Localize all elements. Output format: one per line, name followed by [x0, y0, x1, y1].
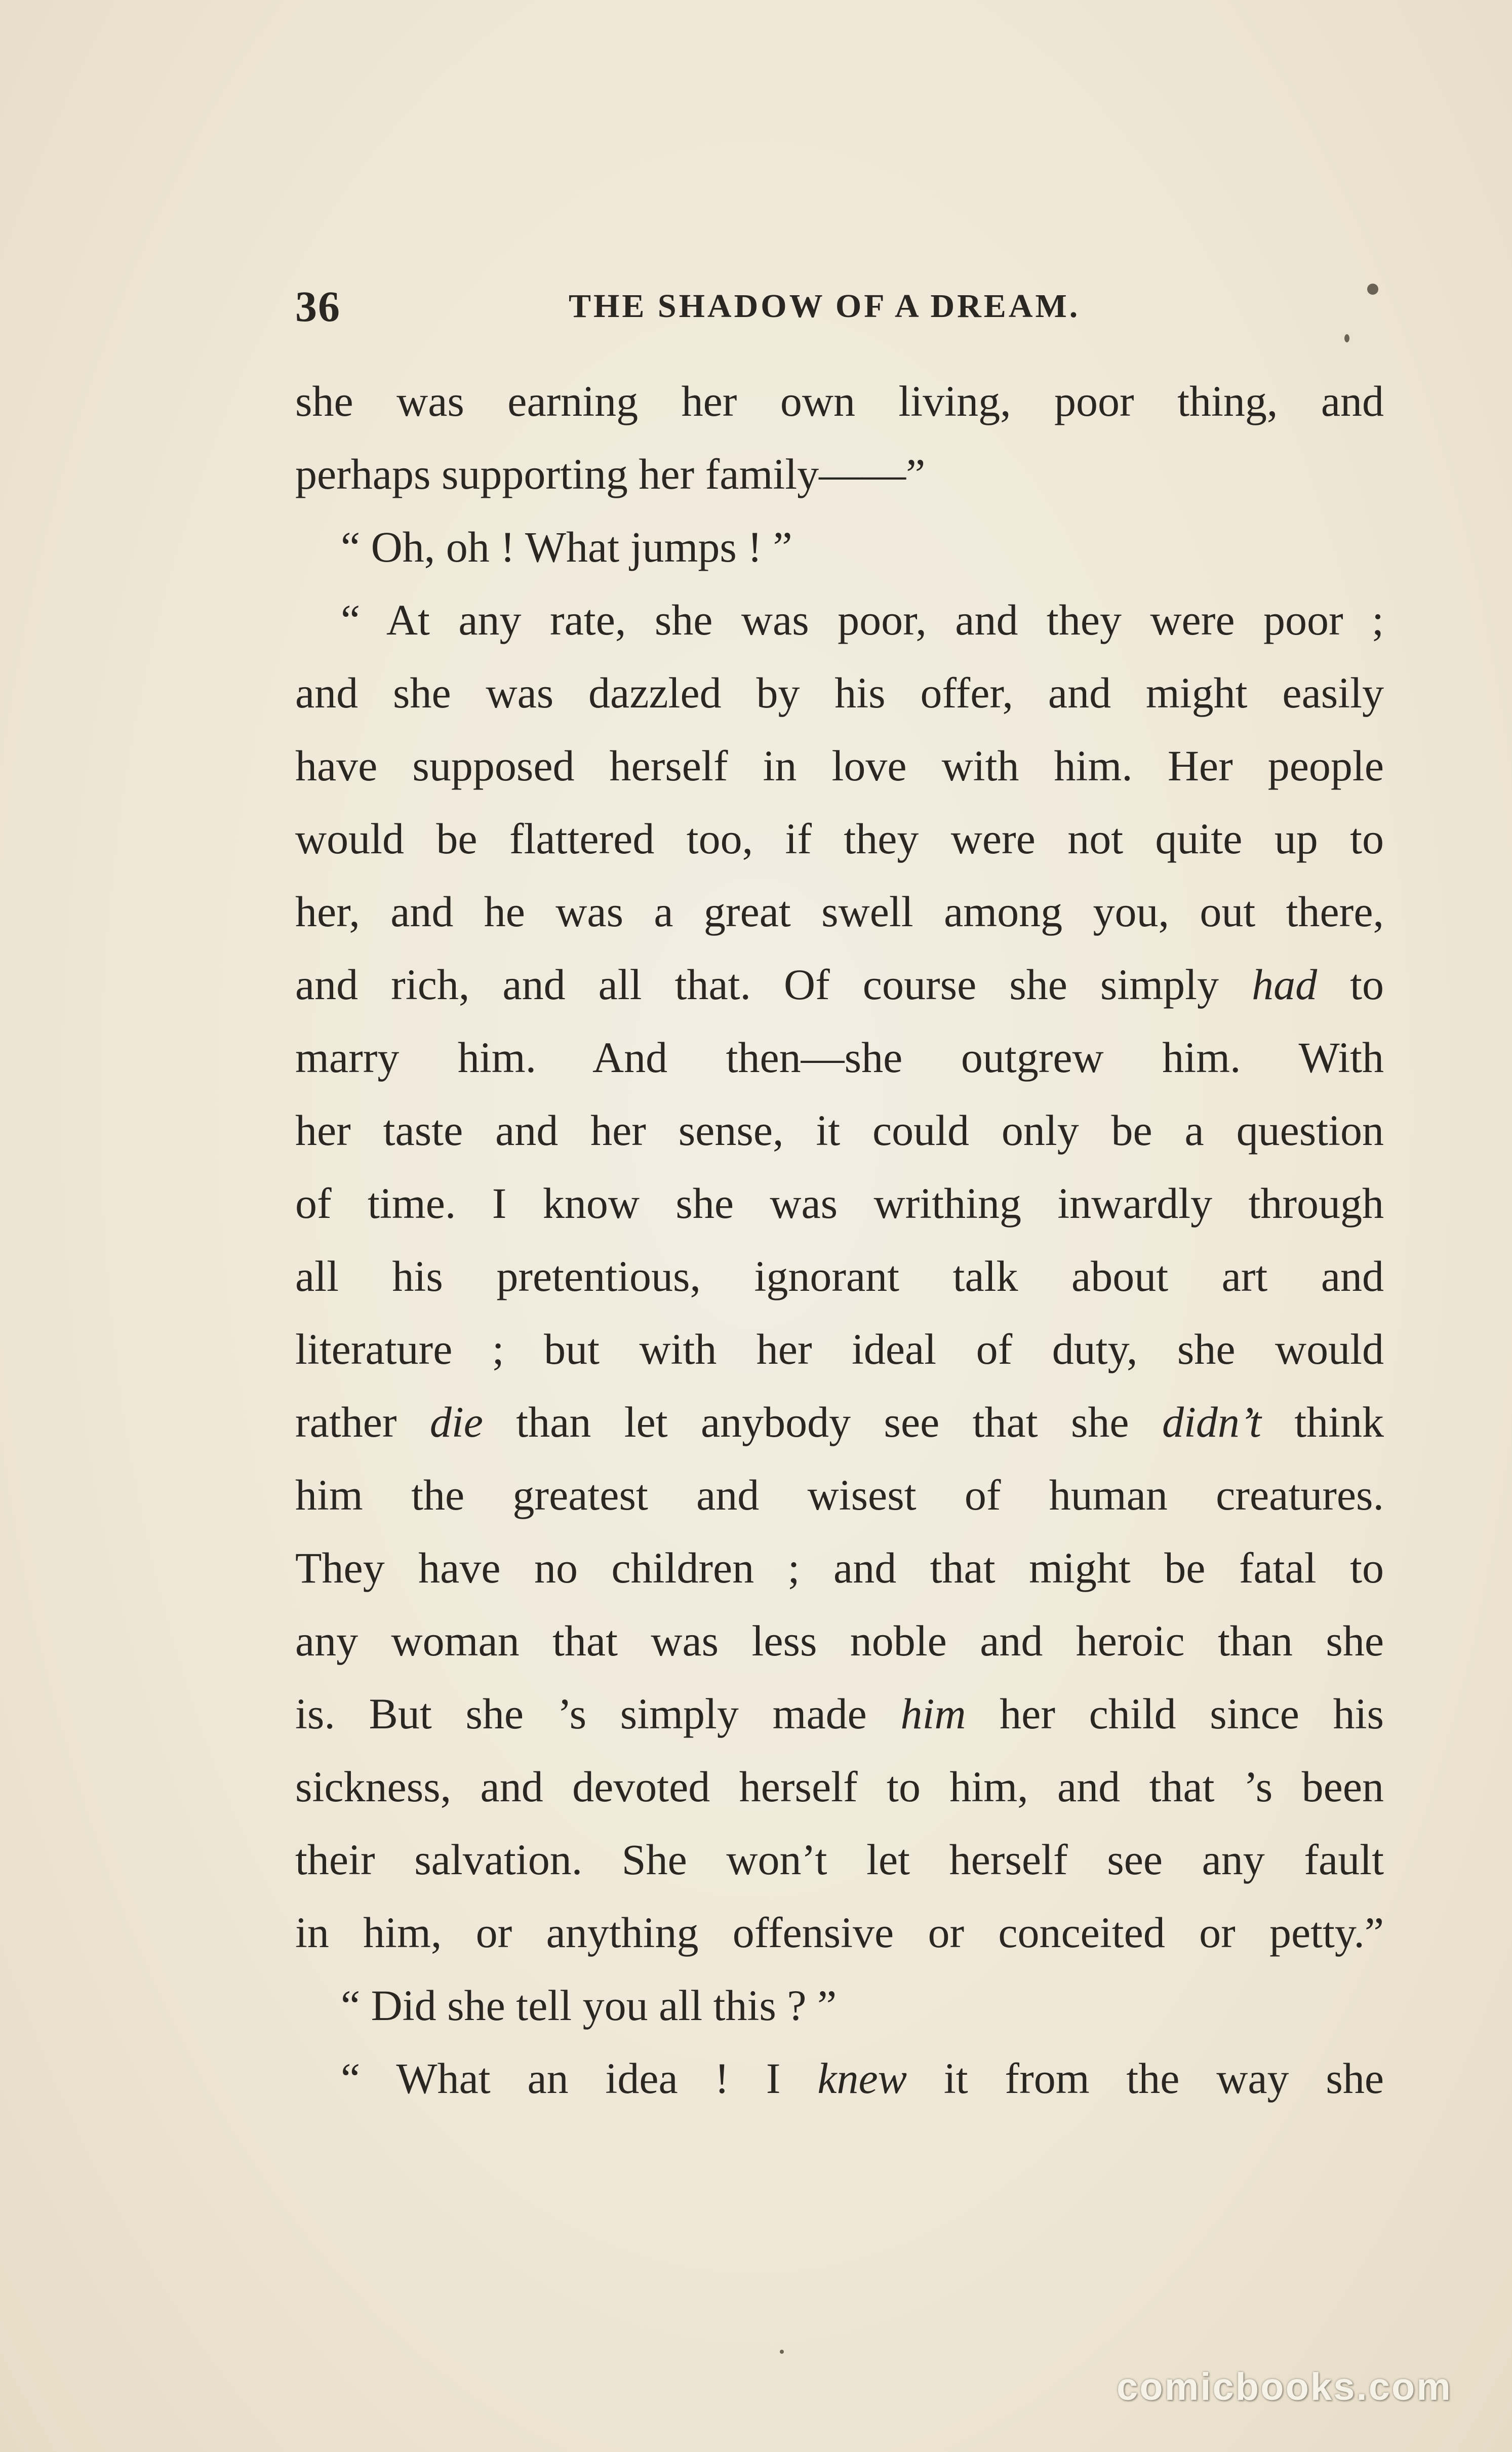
text-line: any woman that was less noble and heroic than she — [295, 1616, 1384, 1665]
text-line: “ At any rate, she was poor, and they were poor ; — [341, 596, 1384, 644]
text-line: and she was dazzled by his offer, and might easily — [295, 668, 1384, 717]
text-line: in him, or anything offensive or conceited or petty.” — [295, 1908, 1384, 1957]
text-line: her taste and her sense, it could only be a question — [295, 1106, 1384, 1155]
text-line: “ Did she tell you all this ? ” — [341, 1981, 837, 2030]
text-line: would be flattered too, if they were not quite up to — [295, 814, 1384, 863]
text-line: have supposed herself in love with him. Her people — [295, 741, 1384, 790]
text-line: him the greatest and wisest of human creatures. — [295, 1471, 1384, 1519]
text-line: perhaps supporting her family——” — [295, 450, 926, 498]
page-number: 36 — [295, 282, 341, 331]
text-line: her, and he was a great swell among you, out there, — [295, 887, 1384, 936]
text-line: literature ; but with her ideal of duty, she would — [295, 1325, 1384, 1373]
body-text — [295, 365, 1384, 2115]
text-line: of time. I know she was writhing inwardly through — [295, 1179, 1384, 1228]
text-line: all his pretentious, ignorant talk about art and — [295, 1252, 1384, 1300]
text-line: their salvation. She won’t let herself see any fault — [295, 1835, 1384, 1884]
text-line: is. But she ’s simply made him her child since his — [295, 1689, 1384, 1738]
text-line: They have no children ; and that might be fatal to — [295, 1544, 1384, 1592]
book-title: THE SHADOW OF A DREAM. — [569, 288, 1081, 325]
text-line: she was earning her own living, poor thing, and — [295, 377, 1384, 425]
text-line: marry him. And then—she outgrew him. With — [295, 1033, 1384, 1082]
text-line: “ What an idea ! I knew it from the way she — [341, 2054, 1384, 2103]
running-head — [295, 273, 1384, 339]
text-line: and rich, and all that. Of course she simply had to — [295, 960, 1384, 1009]
text-line: sickness, and devoted herself to him, and that ’s been — [295, 1762, 1384, 1811]
watermark: comicbooks.com — [1117, 2365, 1452, 2408]
ink-fleck — [780, 2350, 784, 2354]
text-line: rather die than let anybody see that she didn’t think — [295, 1398, 1384, 1446]
text-line: “ Oh, oh ! What jumps ! ” — [341, 523, 792, 571]
